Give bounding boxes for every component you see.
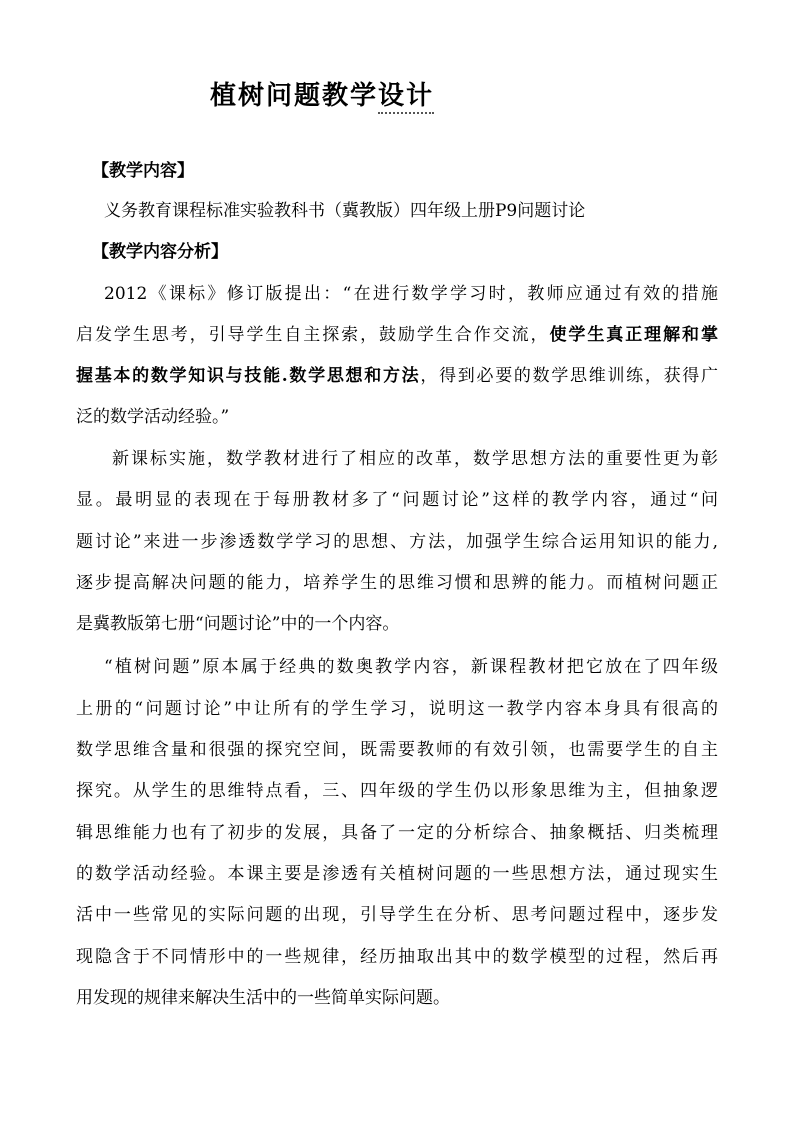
p3-line-7: 活中一些常见的实际问题的出现，引导学生在分析、思考问题过程中，逐步发 xyxy=(76,905,718,925)
p1-line-2 xyxy=(76,323,718,347)
p3-line-5: 辑思维能力也有了初步的发展，具备了一定的分析综合、抽象概括、归类梳理 xyxy=(76,823,718,843)
p1-line-1: 2012《课标》修订版提出：“在进行数学学习时，教师应通过有效的措施 xyxy=(104,284,718,304)
heading-content-analysis: 【教学内容分析】 xyxy=(92,242,228,262)
title-main: 植树问题教学 xyxy=(210,81,379,111)
p3-line-9: 用发现的规律来解决生活中的一些简单实际问题。 xyxy=(76,988,450,1008)
document-title xyxy=(210,78,434,114)
heading-teaching-content: 【教学内容】 xyxy=(92,161,194,181)
p3-line-4: 探究。从学生的思维特点看，三、四年级的学生仍以形象思维为主，但抽象逻 xyxy=(76,781,718,801)
p2-line-1: 新课标实施，数学教材进行了相应的改革，数学思想方法的重要性更为彰 xyxy=(112,449,718,469)
p1-line-4: 泛的数学活动经验。” xyxy=(76,407,230,427)
p1-line-2-normal: 启发学生思考，引导学生自主探索，鼓励学生合作交流， xyxy=(76,325,550,345)
p3-line-1: “植树问题”原本属于经典的数奥教学内容，新课程教材把它放在了四年级 xyxy=(104,657,718,677)
p1-line-3-normal: ，得到必要的数学思维训练，获得广 xyxy=(420,366,718,386)
p2-line-4: 逐步提高解决问题的能力，培养学生的思维习惯和思辨的能力。而植树问题正 xyxy=(76,573,718,593)
p3-line-3: 数学思维含量和很强的探究空间，既需要教师的有效引领，也需要学生的自主 xyxy=(76,740,718,760)
p2-line-5: 是冀教版第七册“问题讨论”中的一个内容。 xyxy=(76,614,400,634)
p2-line-2: 显。最明显的表现在于每册教材多了“问题讨论”这样的教学内容，通过“问 xyxy=(76,490,718,510)
p1-line-2-bold: 使学生真正理解和掌 xyxy=(549,325,718,345)
p1-line-3-bold: 握基本的数学知识与技能.数学思想和方法 xyxy=(76,366,421,386)
p2-line-3: 题讨论”来进一步渗透数学学习的思想、方法，加强学生综合运用知识的能力, xyxy=(76,532,718,552)
title-tail-underlined: 设计 xyxy=(378,81,434,114)
p3-line-6: 的数学活动经验。本课主要是渗透有关植树问题的一些思想方法，通过现实生 xyxy=(76,864,718,884)
p3-line-8: 现隐含于不同情形中的一些规律，经历抽取出其中的数学模型的过程，然后再 xyxy=(76,947,718,967)
p3-line-2: 上册的“问题讨论”中让所有的学生学习，说明这一教学内容本身具有很高的 xyxy=(76,699,718,719)
content-text: 义务教育课程标准实验教科书（冀教版）四年级上册P9问题讨论 xyxy=(104,201,586,221)
p1-line-3 xyxy=(76,364,718,388)
